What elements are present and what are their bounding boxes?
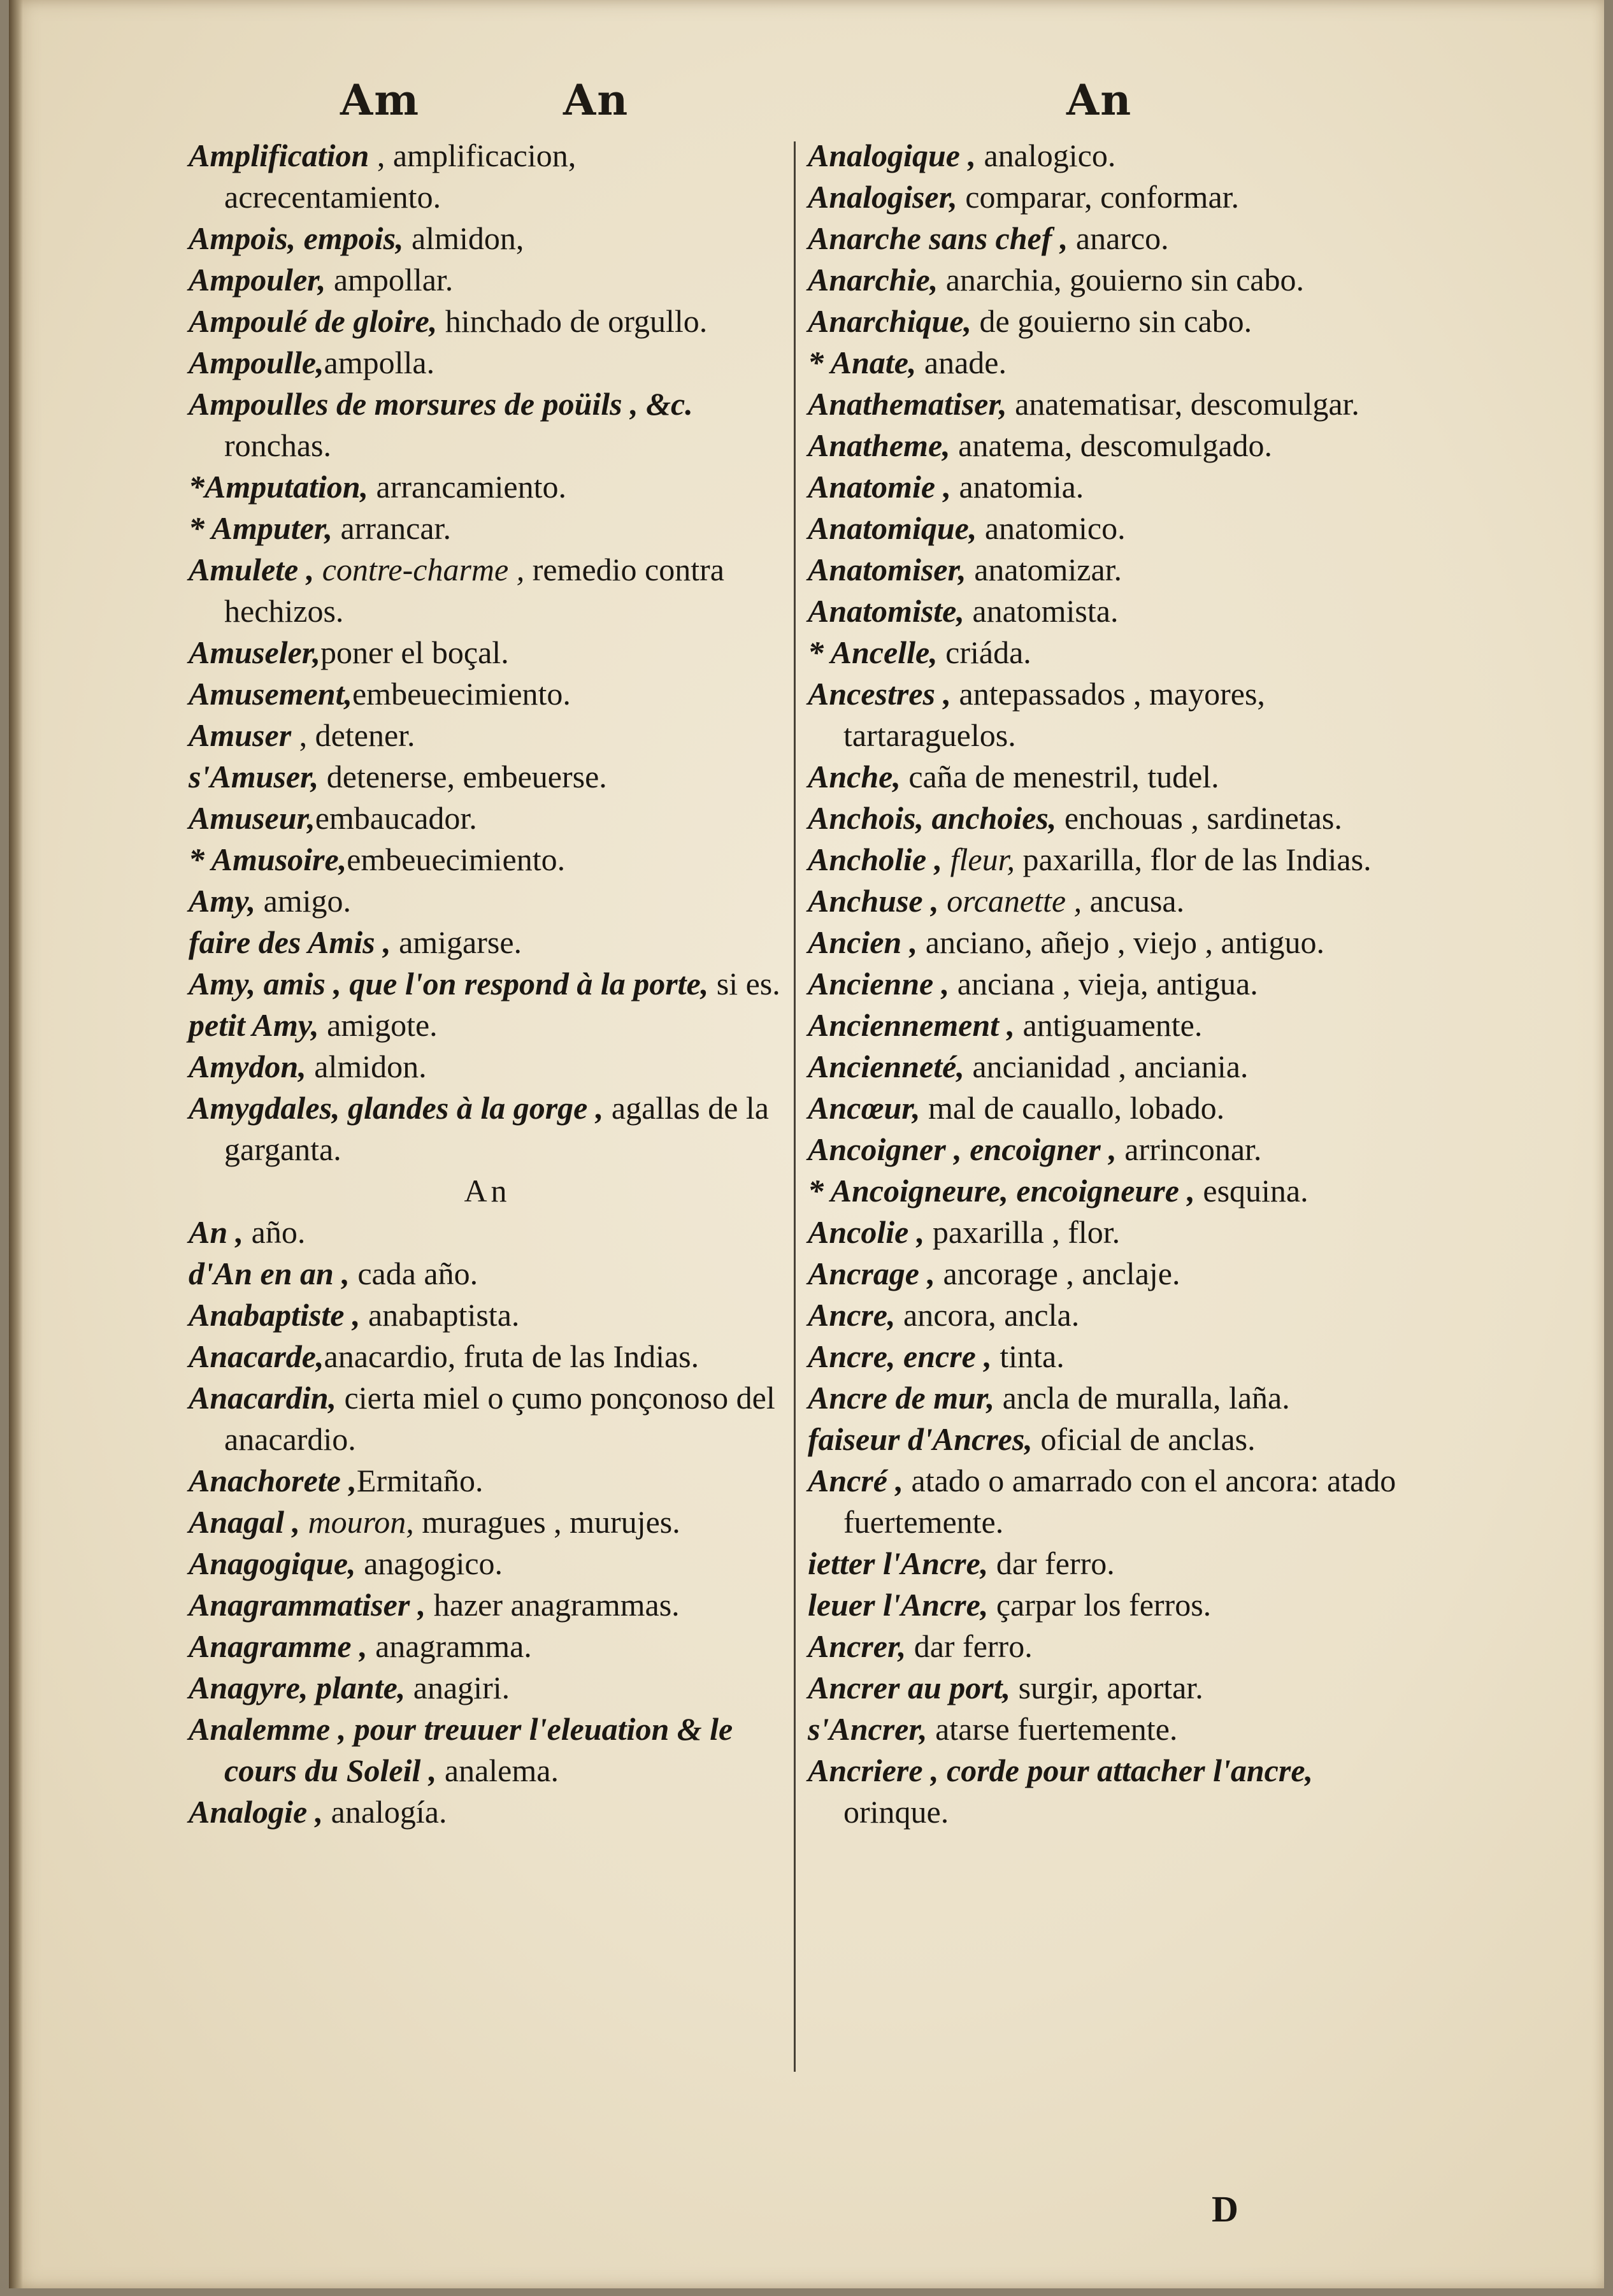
- entry-translation: ampolla.: [324, 345, 435, 380]
- entry-translation: tinta.: [991, 1338, 1065, 1374]
- dictionary-entry: [189, 1502, 786, 1543]
- entry-translation: ancusa.: [1082, 883, 1185, 919]
- dictionary-entry: [808, 1419, 1413, 1460]
- dictionary-entry: [189, 1709, 786, 1791]
- entry-translation: anatomico.: [977, 510, 1126, 546]
- entry-translation: cierta miel o çumo ponçonoso del anacardio.: [224, 1380, 775, 1457]
- dictionary-entry: [808, 922, 1413, 963]
- left-column: [189, 135, 786, 1833]
- dictionary-entry: [808, 342, 1413, 384]
- running-head-right-an: An: [1066, 75, 1133, 125]
- dictionary-entry: [808, 1626, 1413, 1667]
- entry-translation: atarse fuertemente.: [927, 1711, 1178, 1747]
- dictionary-entry: [189, 1460, 786, 1502]
- entry-headword: Anagogique,: [189, 1546, 356, 1581]
- dictionary-entry: [189, 342, 786, 384]
- entry-translation: anarco.: [1068, 220, 1169, 256]
- dictionary-entry: [808, 591, 1413, 632]
- entry-translation: paxarilla , flor.: [924, 1214, 1121, 1250]
- entry-translation: embeuecimiento.: [352, 676, 571, 712]
- running-head-left-am: Am: [340, 75, 420, 125]
- entry-translation: anade.: [916, 345, 1007, 380]
- entry-translation: ampollar.: [326, 262, 454, 298]
- right-column: [808, 135, 1413, 1833]
- entry-headword: Anagyre, plante,: [189, 1670, 406, 1705]
- entry-headword: Ampoulles de morsures de poüils , &c.: [189, 386, 693, 422]
- entry-headword: Ampouler,: [189, 262, 326, 298]
- entry-headword: Ancriere , corde pour attacher l'ancre,: [808, 1753, 1314, 1788]
- entry-translation: anacardio, fruta de las Indias.: [324, 1338, 699, 1374]
- entry-translation: hinchado de orgullo.: [437, 303, 708, 339]
- entry-translation: amigote.: [319, 1007, 438, 1043]
- dictionary-entry: [808, 466, 1413, 508]
- entry-headword: Anagramme ,: [189, 1628, 368, 1664]
- entry-translation: anatematisar, descomulgar.: [1007, 386, 1359, 422]
- dictionary-entry: [808, 1046, 1413, 1087]
- dictionary-entry: [808, 1377, 1413, 1419]
- entry-translation: orinque.: [843, 1794, 949, 1830]
- dictionary-entry: [189, 218, 786, 259]
- entry-translation: mal de cauallo, lobado.: [920, 1090, 1225, 1126]
- entry-french-gloss: orcanette ,: [938, 883, 1082, 919]
- entry-headword: * Amputer,: [189, 510, 333, 546]
- dictionary-entry: [189, 922, 786, 963]
- entry-translation: analogía.: [323, 1794, 447, 1830]
- dictionary-entry: [189, 1791, 786, 1833]
- dictionary-entry: [189, 1543, 786, 1584]
- entry-headword: Ancoigner , encoigner ,: [808, 1131, 1117, 1167]
- dictionary-entry: [189, 549, 786, 632]
- dictionary-entry: [189, 466, 786, 508]
- entry-headword: Ancrer,: [808, 1628, 907, 1664]
- entry-headword: Ampoulé de gloire,: [189, 303, 438, 339]
- entry-headword: leuer l'Ancre,: [808, 1587, 989, 1623]
- entry-headword: Analemme , pour treuuer l'eleuation & le cours du Soleil ,: [189, 1711, 733, 1788]
- dictionary-entry: [808, 1336, 1413, 1377]
- entry-headword: Analogique ,: [808, 138, 976, 173]
- entry-headword: Ancre de mur,: [808, 1380, 995, 1416]
- entry-translation: atado o amarrado con el ancora: atado fuertemente.: [843, 1463, 1396, 1540]
- dictionary-entry: [189, 301, 786, 342]
- entry-translation: anagiri.: [405, 1670, 510, 1705]
- dictionary-entry: [808, 798, 1413, 839]
- entry-headword: Ancolie ,: [808, 1214, 925, 1250]
- entry-translation: caña de menestril, tudel.: [900, 759, 1219, 794]
- entry-french-gloss: mouron,: [300, 1504, 414, 1540]
- entry-headword: Amy, amis , que l'on respond à la porte,: [189, 966, 709, 1001]
- entry-headword: Anagrammatiser ,: [189, 1587, 426, 1623]
- entry-translation: anarchia, gouierno sin cabo.: [938, 262, 1304, 298]
- dictionary-entry: [808, 1709, 1413, 1750]
- entry-headword: * Amusoire,: [189, 842, 347, 877]
- entry-headword: Amygdales, glandes à la gorge ,: [189, 1090, 604, 1126]
- entry-translation: anatomizar.: [966, 552, 1122, 587]
- book-spine-shadow: [9, 0, 23, 2288]
- entry-translation: antiguamente.: [1015, 1007, 1203, 1043]
- entry-translation: enchouas , sardinetas.: [1056, 800, 1342, 836]
- entry-translation: embaucador.: [315, 800, 477, 836]
- entry-headword: Anche,: [808, 759, 901, 794]
- entry-translation: ancorage , anclaje.: [935, 1256, 1180, 1291]
- entry-translation: dar ferro.: [906, 1628, 1033, 1664]
- dictionary-entry: [189, 798, 786, 839]
- entry-headword: Ancrer au port,: [808, 1670, 1011, 1705]
- entry-translation: ronchas.: [224, 427, 331, 463]
- dictionary-entry: [189, 1667, 786, 1709]
- entry-french-gloss: fleur,: [942, 842, 1015, 877]
- entry-headword: Anatomie ,: [808, 469, 952, 505]
- dictionary-entry: [189, 673, 786, 715]
- dictionary-entry: [189, 1087, 786, 1170]
- entry-translation: analema.: [436, 1753, 559, 1788]
- running-head-left-an: An: [563, 75, 629, 125]
- entry-headword: s'Ancrer,: [808, 1711, 928, 1747]
- dictionary-entry: [808, 1212, 1413, 1253]
- dictionary-entry: [808, 508, 1413, 549]
- entry-headword: Ancré ,: [808, 1463, 903, 1498]
- entry-headword: Anatomiste,: [808, 593, 964, 629]
- entry-headword: Anathematiser,: [808, 386, 1007, 422]
- dictionary-entry: [189, 839, 786, 880]
- dictionary-entry: [808, 176, 1413, 218]
- entry-translation: amigo.: [255, 883, 352, 919]
- entry-translation: anagogico.: [355, 1546, 503, 1581]
- entry-headword: Ancholie ,: [808, 842, 943, 877]
- dictionary-page: [9, 0, 1604, 2288]
- dictionary-entry: [189, 1005, 786, 1046]
- dictionary-entry: [189, 1626, 786, 1667]
- entry-translation: detenerse, embeuerse.: [319, 759, 607, 794]
- entry-translation: oficial de anclas.: [1032, 1421, 1256, 1457]
- entry-translation: anciano, añejo , viejo , antiguo.: [917, 924, 1324, 960]
- entry-translation: anatomista.: [964, 593, 1119, 629]
- dictionary-entry: [189, 1377, 786, 1460]
- dictionary-entry: [808, 1087, 1413, 1129]
- entry-translation: de gouierno sin cabo.: [971, 303, 1252, 339]
- entry-french-gloss: contre-charme ,: [314, 552, 525, 587]
- dictionary-entry: [808, 1129, 1413, 1170]
- entry-headword: Anagal ,: [189, 1504, 301, 1540]
- entry-headword: Anarche sans chef ,: [808, 220, 1068, 256]
- entry-translation: antepassados , mayores, tartaraguelos.: [843, 676, 1265, 753]
- dictionary-entry: [189, 756, 786, 798]
- dictionary-entry: [189, 632, 786, 673]
- entry-headword: Anarchie,: [808, 262, 938, 298]
- entry-headword: Amuseler,: [189, 635, 320, 670]
- entry-translation: muragues , murujes.: [413, 1504, 680, 1540]
- entry-translation: arrancamiento.: [368, 469, 566, 505]
- dictionary-entry: [808, 135, 1413, 176]
- column-divider-rule: [794, 141, 796, 2072]
- entry-headword: Anciennement ,: [808, 1007, 1015, 1043]
- entry-headword: Amydon,: [189, 1049, 306, 1084]
- entry-headword: Ancœur,: [808, 1090, 921, 1126]
- entry-headword: An ,: [189, 1214, 244, 1250]
- dictionary-entry: [808, 880, 1413, 922]
- entry-translation: dar ferro.: [988, 1546, 1115, 1581]
- dictionary-entry: [808, 1543, 1413, 1584]
- entry-headword: ietter l'Ancre,: [808, 1546, 989, 1581]
- dictionary-entry: [808, 963, 1413, 1005]
- entry-translation: anciana , vieja, antigua.: [949, 966, 1258, 1001]
- entry-translation: amigarse.: [391, 924, 522, 960]
- entry-headword: Ancien ,: [808, 924, 918, 960]
- entry-translation: arrinconar.: [1116, 1131, 1262, 1167]
- entry-headword: faire des Amis ,: [189, 924, 391, 960]
- entry-headword: faiseur d'Ancres,: [808, 1421, 1033, 1457]
- section-heading: An: [464, 1173, 511, 1209]
- entry-headword: Anachorete ,: [189, 1463, 357, 1498]
- dictionary-entry: [189, 1212, 786, 1253]
- dictionary-entry: [808, 632, 1413, 673]
- entry-translation: si es.: [708, 966, 780, 1001]
- entry-translation: Ermitaño.: [356, 1463, 484, 1498]
- entry-translation: remedio contra hechizos.: [224, 552, 724, 629]
- dictionary-entry: [808, 839, 1413, 880]
- entry-headword: Ancrage ,: [808, 1256, 935, 1291]
- entry-translation: ancla de muralla, laña.: [994, 1380, 1290, 1416]
- dictionary-entry: [808, 259, 1413, 301]
- dictionary-entry: [808, 1295, 1413, 1336]
- entry-translation: , amplificacion, acrecentamiento.: [224, 138, 577, 215]
- entry-headword: Amplification: [189, 138, 369, 173]
- entry-headword: * Ancelle,: [808, 635, 938, 670]
- entry-headword: Ancre, encre ,: [808, 1338, 992, 1374]
- dictionary-entry: [808, 756, 1413, 798]
- entry-headword: Anacarde,: [189, 1338, 324, 1374]
- dictionary-entry: [808, 384, 1413, 425]
- entry-headword: *Amputation,: [189, 469, 369, 505]
- entry-headword: Anabaptiste ,: [189, 1297, 361, 1333]
- entry-headword: Analogiser,: [808, 179, 957, 215]
- dictionary-entry: [808, 1667, 1413, 1709]
- dictionary-entry: [808, 549, 1413, 591]
- entry-translation: almidon.: [306, 1049, 427, 1084]
- entry-headword: * Ancoigneure, encoigneure ,: [808, 1173, 1195, 1209]
- dictionary-entry: [808, 1750, 1413, 1833]
- dictionary-entry: [808, 1584, 1413, 1626]
- dictionary-entry: [189, 715, 786, 756]
- dictionary-entry: [808, 1005, 1413, 1046]
- entry-headword: Amuser: [189, 717, 292, 753]
- entry-translation: anatomia.: [951, 469, 1084, 505]
- entry-headword: Amulete ,: [189, 552, 315, 587]
- dictionary-entry: [189, 1046, 786, 1087]
- dictionary-entry: [808, 1253, 1413, 1295]
- entry-translation: ancora, ancla.: [895, 1297, 1080, 1333]
- entry-translation: arrancar.: [332, 510, 451, 546]
- entry-translation: hazer anagrammas.: [426, 1587, 680, 1623]
- entry-translation: cada año.: [349, 1256, 478, 1291]
- entry-translation: surgir, aportar.: [1010, 1670, 1203, 1705]
- entry-translation: embeuecimiento.: [347, 842, 566, 877]
- dictionary-entry: [808, 301, 1413, 342]
- dictionary-entry: [189, 963, 786, 1005]
- dictionary-entry: [189, 880, 786, 922]
- entry-headword: Ancre,: [808, 1297, 896, 1333]
- dictionary-entry: [189, 1295, 786, 1336]
- entry-headword: Anchois, anchoies,: [808, 800, 1057, 836]
- dictionary-entry: [189, 508, 786, 549]
- dictionary-entry: [189, 384, 786, 466]
- dictionary-entry: [189, 1584, 786, 1626]
- entry-headword: * Anate,: [808, 345, 917, 380]
- entry-headword: Ancienneté,: [808, 1049, 964, 1084]
- entry-translation: anabaptista.: [360, 1297, 520, 1333]
- entry-translation: anatema, descomulgado.: [950, 427, 1273, 463]
- dictionary-entry: [189, 135, 786, 218]
- entry-headword: petit Amy,: [189, 1007, 319, 1043]
- entry-headword: s'Amuser,: [189, 759, 319, 794]
- entry-translation: analogico.: [975, 138, 1116, 173]
- signature-mark: D: [1212, 2188, 1238, 2230]
- entry-translation: criáda.: [937, 635, 1031, 670]
- entry-translation: anagramma.: [367, 1628, 532, 1664]
- entry-headword: Anatomiser,: [808, 552, 966, 587]
- entry-headword: Anarchique,: [808, 303, 972, 339]
- entry-translation: , detener.: [291, 717, 415, 753]
- entry-headword: Anatomique,: [808, 510, 977, 546]
- entry-headword: Ampoulle,: [189, 345, 324, 380]
- dictionary-entry: [808, 425, 1413, 466]
- entry-headword: Anacardin,: [189, 1380, 337, 1416]
- entry-translation: ancianidad , anciania.: [964, 1049, 1249, 1084]
- entry-headword: Anchuse ,: [808, 883, 939, 919]
- entry-headword: d'An en an ,: [189, 1256, 350, 1291]
- entry-translation: almidon,: [403, 220, 524, 256]
- dictionary-entry: [808, 218, 1413, 259]
- entry-headword: Anatheme,: [808, 427, 950, 463]
- entry-headword: Amusement,: [189, 676, 352, 712]
- dictionary-entry: [808, 1460, 1413, 1543]
- dictionary-entry: [189, 259, 786, 301]
- dictionary-entry: [808, 673, 1413, 756]
- entry-headword: Amuseur,: [189, 800, 315, 836]
- entry-translation: comparar, conformar.: [957, 179, 1240, 215]
- entry-headword: Analogie ,: [189, 1794, 324, 1830]
- entry-translation: año.: [243, 1214, 306, 1250]
- entry-translation: agallas de la garganta.: [224, 1090, 769, 1167]
- entry-headword: Ampois, empois,: [189, 220, 404, 256]
- dictionary-entry: [189, 1336, 786, 1377]
- entry-translation: poner el boçal.: [320, 635, 509, 670]
- entry-translation: esquina.: [1194, 1173, 1308, 1209]
- dictionary-entry: [808, 1170, 1413, 1212]
- entry-translation: çarpar los ferros.: [988, 1587, 1212, 1623]
- entry-headword: Ancienne ,: [808, 966, 950, 1001]
- dictionary-entry: [189, 1253, 786, 1295]
- entry-translation: paxarilla, flor de las Indias.: [1015, 842, 1372, 877]
- entry-headword: Ancestres ,: [808, 676, 951, 712]
- entry-headword: Amy,: [189, 883, 256, 919]
